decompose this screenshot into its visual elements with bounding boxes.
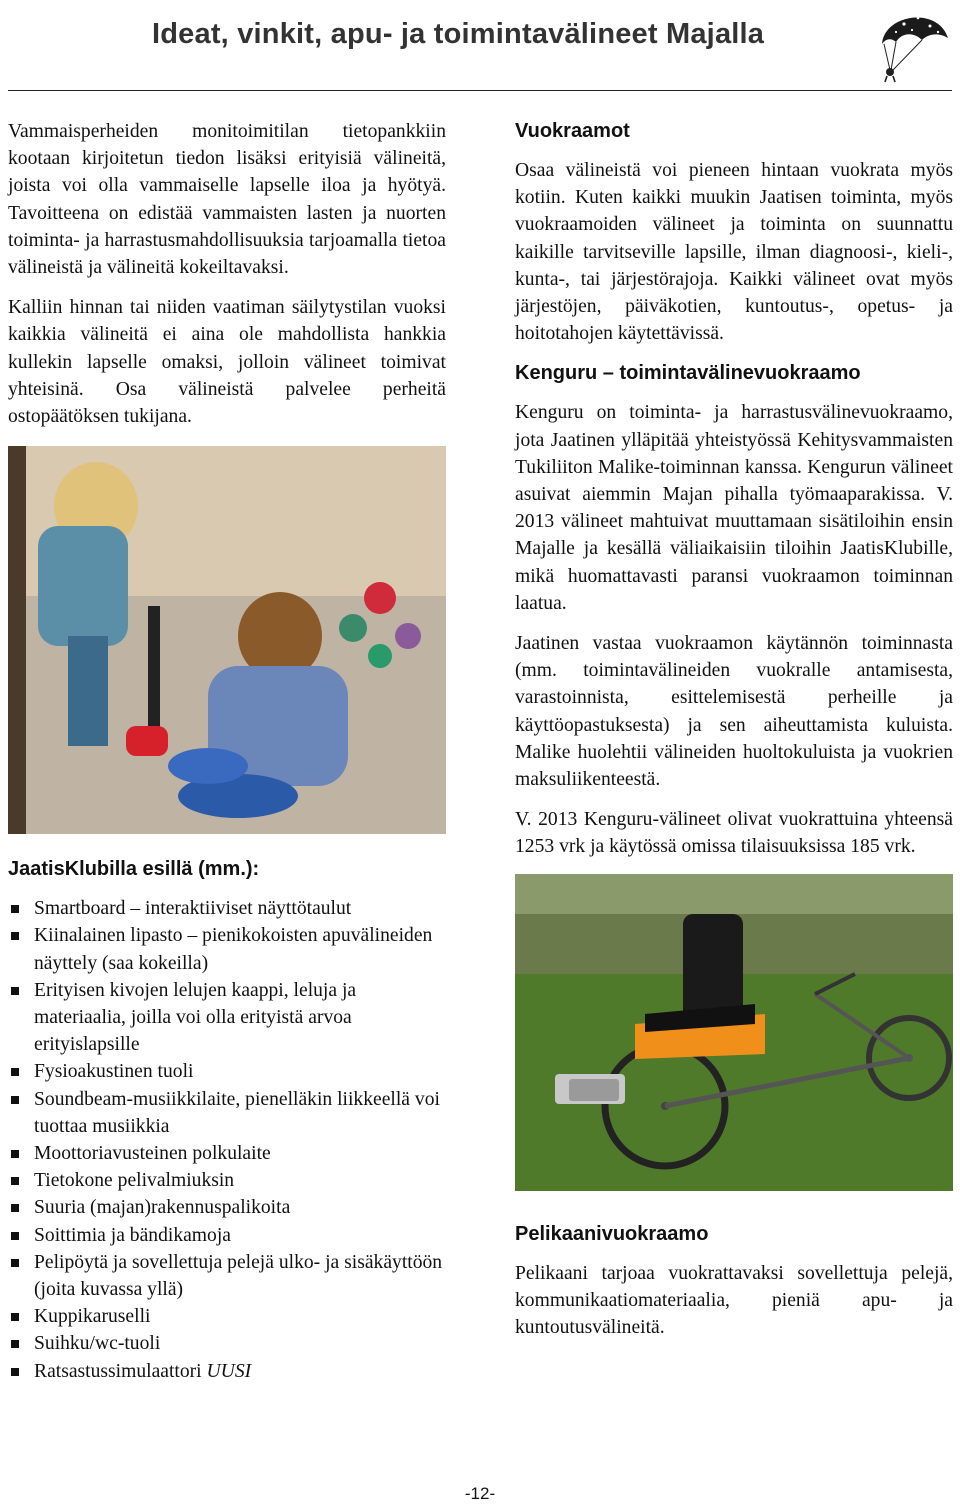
list-item: Fysioakustinen tuoli <box>8 1058 446 1085</box>
parachute-logo-icon <box>868 4 952 84</box>
list-item <box>8 1358 446 1385</box>
list-item-text: Ratsastussimulaattori <box>34 1360 202 1382</box>
equipment-list <box>8 895 446 1385</box>
list-item: Soittimia ja bändikamoja <box>8 1222 446 1249</box>
list-item: Moottoriavusteinen polkulaite <box>8 1140 446 1167</box>
header-divider <box>8 90 952 91</box>
list-item: Soundbeam-musiikkilaite, pienelläkin liikkeellä voi tuottaa musiikkia <box>8 1086 446 1140</box>
list-item: Smartboard – interaktiiviset näyttötaulut <box>8 895 446 922</box>
paragraph-vuokraamot: Osaa välineistä voi pieneen hintaan vuokrata myös kotiin. Kuten kaikki muukin Jaatisen toiminta, myös vuokraamoiden välineet ja toiminta on suunnattu kaikille tarvitseville lapsille, ilman diagnoosi-, kieli-, kunta-, tai järjestörajoja. Kaikki välineet ovat myös järjestöjen, päiväkotien, kuntoutus-, opetus- ja hoitotahojen käytettävissä. <box>515 160 953 345</box>
paragraph-kenguru-1: Kenguru on toiminta- ja harrastusvälinevuokraamo, jota Jaatinen ylläpitää yhteistyössä Kehitysvammaisten Tukiliiton Malike-toiminnan kanssa. Kengurun välineet asuivat aiemmin Majan pihalla työmaaparakissa. V. 2013 välineet mahtuivat muuttamaan sisätiloihin ensin Majalle ja kesällä väliaikaisiin tiloihin JaatisKlubille, mikä huomattavasti paransi vuokraamon toiminnan laatua. <box>515 402 953 614</box>
heading-pelikaani: Pelikaanivuokraamo <box>515 1222 709 1245</box>
heading-kenguru: Kenguru – toimintavälinevuokraamo <box>515 362 861 385</box>
right-column <box>515 118 953 1354</box>
list-item: Suuria (majan)rakennuspalikoita <box>8 1194 446 1221</box>
intro-paragraph-2: Kalliin hinnan tai niiden vaatiman säilytystilan vuoksi kaikkia välineitä ei aina ole mahdollista hankkia kullekin lapselle omaksi, jolloin välineet toimivat yhteisinä. Osa välineistä palvelee perheitä ostopäätöksen tukijana. <box>8 297 446 428</box>
list-item: Erityisen kivojen lelujen kaappi, leluja ja materiaalia, joilla voi olla erityistä arvoa erityislapsille <box>8 977 446 1059</box>
page-number: -12- <box>464 1484 496 1503</box>
left-column <box>8 118 446 1385</box>
new-tag: UUSI <box>206 1360 252 1382</box>
heading-vuokraamot: Vuokraamot <box>515 120 630 142</box>
list-item: Tietokone pelivalmiuksin <box>8 1167 446 1194</box>
adapted-tricycle-photo <box>515 874 953 1191</box>
list-item: Kuppikaruselli <box>8 1303 446 1330</box>
paragraph-pelikaani: Pelikaani tarjoaa vuokrattavaksi sovellettuja pelejä, kommunikaatiomateriaalia, pieniä apu- ja kuntoutusvälineitä. <box>515 1262 953 1339</box>
children-playing-photo <box>8 446 446 834</box>
intro-paragraph-1: Vammaisperheiden monitoimitilan tietopankkiin kootaan kirjoitetun tiedon lisäksi erityisiä välineitä, joista voi olla vammaiselle lapselle iloa ja hyötyä. Tavoitteena on edistää vammaisten lasten ja nuorten toiminta- ja harrastusmahdollisuuksia tarjoamalla tietoa välineistä ja välineitä kokeiltavaksi. <box>8 121 446 279</box>
list-item: Pelipöytä ja sovellettuja pelejä ulko- ja sisäkäyttöön (joita kuvassa yllä) <box>8 1249 446 1303</box>
list-heading: JaatisKlubilla esillä (mm.): <box>8 858 260 881</box>
list-item: Kiinalainen lipasto – pienikokoisten apuvälineiden näyttely (saa kokeilla) <box>8 922 446 976</box>
paragraph-kenguru-2: Jaatinen vastaa vuokraamon käytännön toiminnasta (mm. toimintavälineiden vuokralle antamisesta, varastoinnista, esittelemisestä perheille ja käyttöopastuksesta) ja sen aiheuttamista kuluista. Malike huolehtii välineiden huoltokuluista ja vuokrien maksuliikenteestä. <box>515 633 953 791</box>
page-title: Ideat, vinkit, apu- ja toimintavälineet Majalla <box>152 18 765 50</box>
paragraph-kenguru-3: V. 2013 Kenguru-välineet olivat vuokrattuina yhteensä 1253 vrk ja käytössä omissa tilaisuuksissa 185 vrk. <box>515 809 953 858</box>
list-item: Suihku/wc-tuoli <box>8 1330 446 1357</box>
